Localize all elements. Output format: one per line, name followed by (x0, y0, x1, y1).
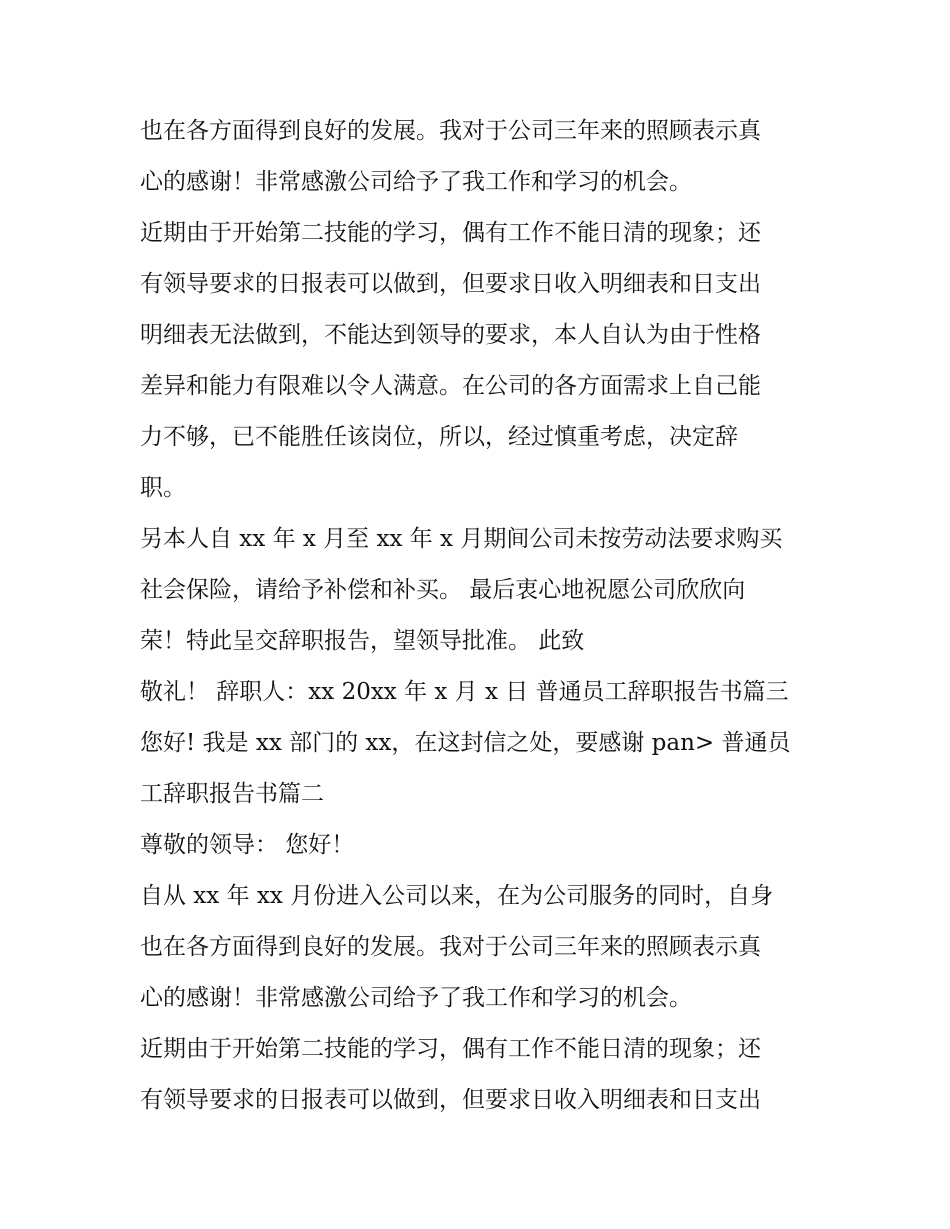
text-line-16: 自从 xx 年 xx 月份进入公司以来，在为公司服务的同时，自身 (140, 883, 774, 909)
text-line-5: 明细表无法做到，不能达到领导的要求，本人自认为由于性格 (140, 322, 761, 348)
text-line-13: 您好! 我是 xx 部门的 xx，在这封信之处，要感谢 pan> 普通员 (140, 730, 791, 756)
text-line-1: 也在各方面得到良好的发展。我对于公司三年来的照顾表示真 (140, 118, 761, 144)
text-line-6: 差异和能力有限难以令人满意。在公司的各方面需求上自己能 (140, 373, 761, 399)
text-line-19: 近期由于开始第二技能的学习，偶有工作不能日清的现象；还 (140, 1036, 761, 1062)
text-line-10: 社会保险，请给予补偿和补买。 最后衷心地祝愿公司欣欣向 (140, 577, 746, 603)
text-line-20: 有领导要求的日报表可以做到，但要求日收入明细表和日支出 (140, 1087, 761, 1113)
text-line-2: 心的感谢！非常感激公司给予了我工作和学习的机会。 (140, 169, 692, 195)
text-line-15: 尊敬的领导： 您好！ (140, 832, 355, 858)
text-line-12: 敬礼！ 辞职人：xx 20xx 年 x 月 x 日 普通员工辞职报告书篇三 (140, 679, 789, 705)
text-line-4: 有领导要求的日报表可以做到，但要求日收入明细表和日支出 (140, 271, 761, 297)
text-line-7: 力不够，已不能胜任该岗位，所以，经过慎重考虑，决定辞 (140, 424, 738, 450)
text-line-8: 职。 (140, 475, 186, 501)
text-line-14: 工辞职报告书篇二 (140, 781, 324, 807)
text-line-18: 心的感谢！非常感激公司给予了我工作和学习的机会。 (140, 985, 692, 1011)
text-line-3: 近期由于开始第二技能的学习，偶有工作不能日清的现象；还 (140, 220, 761, 246)
document-body (140, 106, 820, 1126)
text-line-9: 另本人自 xx 年 x 月至 xx 年 x 月期间公司未按劳动法要求购买 (140, 526, 783, 552)
text-line-11: 荣！特此呈交辞职报告，望领导批准。 此致 (140, 628, 585, 654)
text-line-17: 也在各方面得到良好的发展。我对于公司三年来的照顾表示真 (140, 934, 761, 960)
